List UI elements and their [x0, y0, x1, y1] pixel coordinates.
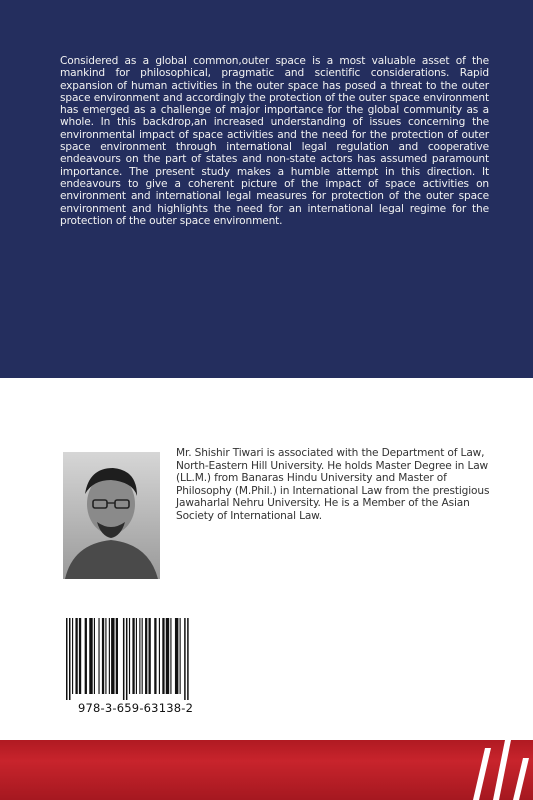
barcode-bar: [126, 618, 128, 700]
author-portrait-image: [63, 452, 160, 579]
barcode-bar: [170, 618, 171, 694]
publisher-logo-icon: [455, 740, 533, 800]
barcode-bar: [175, 618, 178, 694]
barcode-bar: [102, 618, 104, 694]
barcode-bar: [123, 618, 125, 700]
barcode-bar: [116, 618, 118, 694]
barcode-bar: [111, 618, 114, 694]
barcode-bars: [66, 618, 214, 700]
book-blurb: Considered as a global common,outer space is a most valuable asset of the mankind for philosophical, pragmatic and scientific considerations. Rapid expansion of human activities in the outer space has posed a threat to the outer space environment and accordingly the protection of the outer space environment has emerged as a challenge of major importance for the global community as a whole. In this backdrop,an increased understanding of issues concerning the environmental impact of space activities and the need for the protection of outer space environment through international legal regulation and cooperative endeavours on the part of states and non-state actors has assumed paramount importance. The present study makes a humble attempt in this direction. It endeavours to give a coherent picture of the impact of space activities on environment and international legal measures for protection of the outer space environment and highlights the need for an international legal regime for the protection of the outer space environment.: [60, 55, 489, 227]
isbn-number: 978-3-659-63138-2: [78, 701, 194, 715]
author-biography: Mr. Shishir Tiwari is associated with the Department of Law, North-Eastern Hill University. He holds Master Degree in Law (LL.M.) from Banaras Hindu University and Master of Philosophy (M.Phil.) in International Law from the prestigious Jawaharlal Nehru University. He is a Member of the Asian Society of International Law.: [176, 447, 490, 522]
barcode-bar: [75, 618, 77, 694]
barcode-bar: [166, 618, 169, 694]
barcode-bar: [162, 618, 164, 694]
barcode-bar: [129, 618, 130, 694]
barcode-bar: [187, 618, 189, 700]
barcode-bar: [184, 618, 186, 700]
barcode-bar: [89, 618, 92, 694]
barcode-bar: [149, 618, 151, 694]
barcode-bar: [109, 618, 110, 694]
barcode-bar: [142, 618, 143, 694]
barcode-bar: [69, 618, 71, 700]
barcode-bar: [139, 618, 140, 694]
barcode-bar: [132, 618, 134, 694]
barcode-bar: [136, 618, 137, 694]
bottom-color-band: [0, 740, 533, 800]
author-photo: [63, 452, 160, 579]
barcode-bar: [159, 618, 160, 694]
barcode-bar: [85, 618, 87, 694]
barcode: [58, 612, 228, 724]
barcode-bar: [79, 618, 81, 694]
barcode-bar: [105, 618, 106, 694]
barcode-bar: [94, 618, 95, 694]
barcode-bar: [66, 618, 68, 700]
barcode-bar: [154, 618, 156, 694]
barcode-bar: [180, 618, 181, 694]
barcode-bar: [72, 618, 73, 694]
barcode-bar: [145, 618, 147, 694]
barcode-bar: [98, 618, 99, 694]
back-cover-top-panel: [0, 0, 533, 378]
